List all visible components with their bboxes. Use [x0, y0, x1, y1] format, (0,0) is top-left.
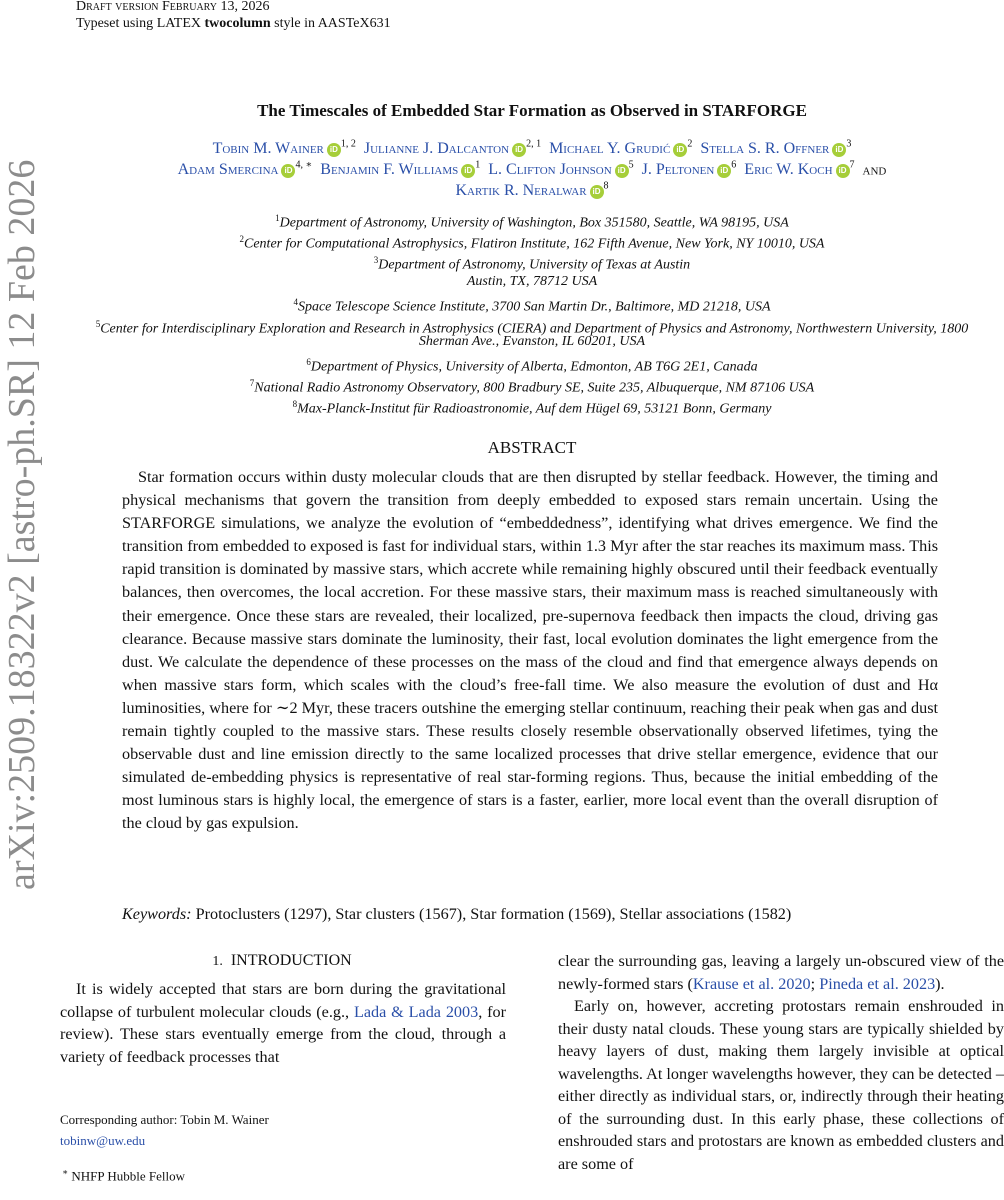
email-link[interactable]: tobinw@uw.edu [60, 1133, 146, 1148]
paragraph: clear the surrounding gas, leaving a largely un-obscured view of the newly-formed stars (Krause et al. 2020; Pineda et al. 2023). [558, 952, 1004, 993]
keywords-label: Keywords: [122, 905, 192, 923]
affiliation: $^3$Department of Astronomy, University of Texas at Austin [373, 255, 691, 273]
orcid-icon[interactable]: iD [717, 164, 731, 178]
abstract-heading: ABSTRACT [487, 438, 577, 457]
author[interactable]: L. Clifton Johnson iD $^5$ [488, 160, 634, 179]
section-heading: 1. INTRODUCTION [212, 952, 352, 969]
intro-left-column [60, 978, 506, 1068]
author[interactable]: Michael Y. Grudić iD $^2$ [549, 139, 693, 158]
orcid-icon[interactable]: iD [836, 164, 850, 178]
latex-logo: LATEX [156, 16, 202, 31]
arxiv-identifier: arXiv:2509.18322v2 [astro-ph.SR] 12 Feb 2026 [1, 159, 43, 890]
author-line-3 [60, 176, 1004, 201]
draft-version-text: Draft version February 13, 2026 [76, 0, 270, 14]
author[interactable]: Tobin M. Wainer iD $^{1, 2}$ [212, 139, 356, 158]
author[interactable]: Benjamin F. Williams iD $^1$ [320, 160, 481, 179]
affiliation: $^1$Department of Astronomy, University of Washington, Box 351580, Seattle, WA 98195, USA [275, 213, 789, 231]
draft-version [76, 0, 270, 15]
keywords [122, 904, 942, 924]
orcid-icon[interactable]: iD [832, 143, 846, 157]
orcid-icon[interactable]: iD [327, 143, 341, 157]
affiliation: $^8$Max-Planck-Institut für Radioastronomie, Auf dem Hügel 69, 53121 Bonn, Germany [292, 399, 772, 417]
paper-title: The Timescales of Embedded Star Formation as Observed in STARFORGE [257, 101, 807, 120]
author[interactable]: Julianne J. Dalcanton iD $^{2, 1}$ [363, 139, 542, 158]
orcid-icon[interactable]: iD [673, 143, 687, 157]
affiliation: $^5$Center for Interdisciplinary Exploration and Research in Astrophysics (CIERA) and Department of Physics and Astronomy, Northwestern University, 1800 [95, 319, 969, 337]
abstract-text: Star formation occurs within dusty molecular clouds that are then disrupted by stellar feedback. However, the timing and physical mechanisms that govern the transition from deeply embedded to exposed stars remain uncertain. Using the STARFORGE simulations, we analyze the evolution of “embeddedness”, identifying what drives emergence. We find the transition from embedded to exposed is fast for individual stars, within 1.3 Myr after the star reaches its maximum mass. This rapid transition is dominated by massive stars, which accrete while remaining highly obscured until their feedback eventually balances, then overcomes, the local accretion. For these massive stars, their maximum mass is reached simultaneously with their emergence. Once these stars are revealed, their localized, pre-supernova feedback then impacts the cloud, driving gas clearance. Because massive stars dominate the luminosity, their fast, local evolution dominates the light emergence from the dust. We calculate the dependence of these processes on the mass of the cloud and find that emergence always depends on when massive stars form, which scales with the cloud’s free-fall time. We also measure the evolution of dust and Hα luminosities, where for ∼2 Myr, these tracers outshine the emerging stellar continuum, reaching their peak when gas and dust remain tightly coupled to the massive stars. These results closely resemble observationally observed lifetimes, tying the observable dust and line emission directly to the same localized processes that drive stellar emergence, evidence that our simulated de-embedding physics is representative of real star-forming regions. Thus, because the initial embedding of the most luminous stars is highly local, the emergence of stars is a faster, earlier, more local event than the overall disruption of the cloud by gas expulsion. [122, 468, 938, 833]
keywords-list: Protoclusters (1297), Star clusters (1567), Star formation (1569), Stellar associations (1582) [195, 905, 792, 923]
citation-link[interactable]: Lada & Lada 2003 [353, 1002, 479, 1021]
author[interactable]: Adam Smercina iD $^{4, ∗}$ [177, 160, 313, 179]
intro-right-column [558, 950, 1004, 1175]
author[interactable]: Stella S. R. Offner iD $^3$ [700, 139, 852, 158]
paragraph: Early on, however, accreting protostars remain enshrouded in their dusty natal clouds. These young stars are typically shielded by heavy layers of dust, making them largely invisible at optical wavelengths. At longer wavelengths however, they can be detected – either directly as individual stars, or, indirectly through their heating of the surrounding dust. In this early phase, these collections of enshrouded stars and protostars are known as embedded clusters and are some of [558, 997, 1004, 1173]
citation-link[interactable]: Pineda et al. 2023 [819, 974, 936, 993]
citation-link[interactable]: Krause et al. 2020 [692, 974, 811, 993]
authors-and: and [862, 161, 887, 179]
author[interactable]: J. Peltonen iD $^6$ [641, 160, 737, 179]
orcid-icon[interactable]: iD [615, 164, 629, 178]
corresponding-author: Corresponding author: Tobin M. Wainer [60, 1112, 269, 1127]
affiliation-continued: Austin, TX, 78712 USA [466, 274, 598, 289]
orcid-icon[interactable]: iD [461, 164, 475, 178]
orcid-icon[interactable]: iD [512, 143, 526, 157]
author[interactable]: Kartik R. Neralwar iD $^8$ [455, 181, 609, 200]
affiliation: $^4$Space Telescope Science Institute, 3700 San Martin Dr., Baltimore, MD 21218, USA [293, 297, 771, 315]
author[interactable]: Eric W. Koch iD $^7$ [744, 160, 855, 179]
orcid-icon[interactable]: iD [281, 164, 295, 178]
affiliation: $^2$Center for Computational Astrophysics, Flatiron Institute, 162 Fifth Avenue, New York, NY 10010, USA [239, 234, 825, 252]
paragraph: It is widely accepted that stars are born during the gravitational collapse of turbulent molecular clouds (e.g., Lada & Lada 2003, for review). These stars eventually emerge from the cloud, through a variety of feedback processes that [60, 980, 507, 1066]
typeset-line: Typeset using LATEX twocolumn style in AASTeX631 [76, 16, 391, 31]
affiliation-continued: Sherman Ave., Evanston, IL 60201, USA [418, 334, 646, 349]
affiliation: $^7$National Radio Astronomy Observatory, 800 Bradbury SE, Suite 235, Albuquerque, NM 87106 USA [249, 378, 815, 396]
fellow-footnote: ∗ NHFP Hubble Fellow [62, 1167, 186, 1184]
affiliation: $^6$Department of Physics, University of Alberta, Edmonton, AB T6G 2E1, Canada [306, 357, 758, 375]
orcid-icon[interactable]: iD [590, 185, 604, 199]
